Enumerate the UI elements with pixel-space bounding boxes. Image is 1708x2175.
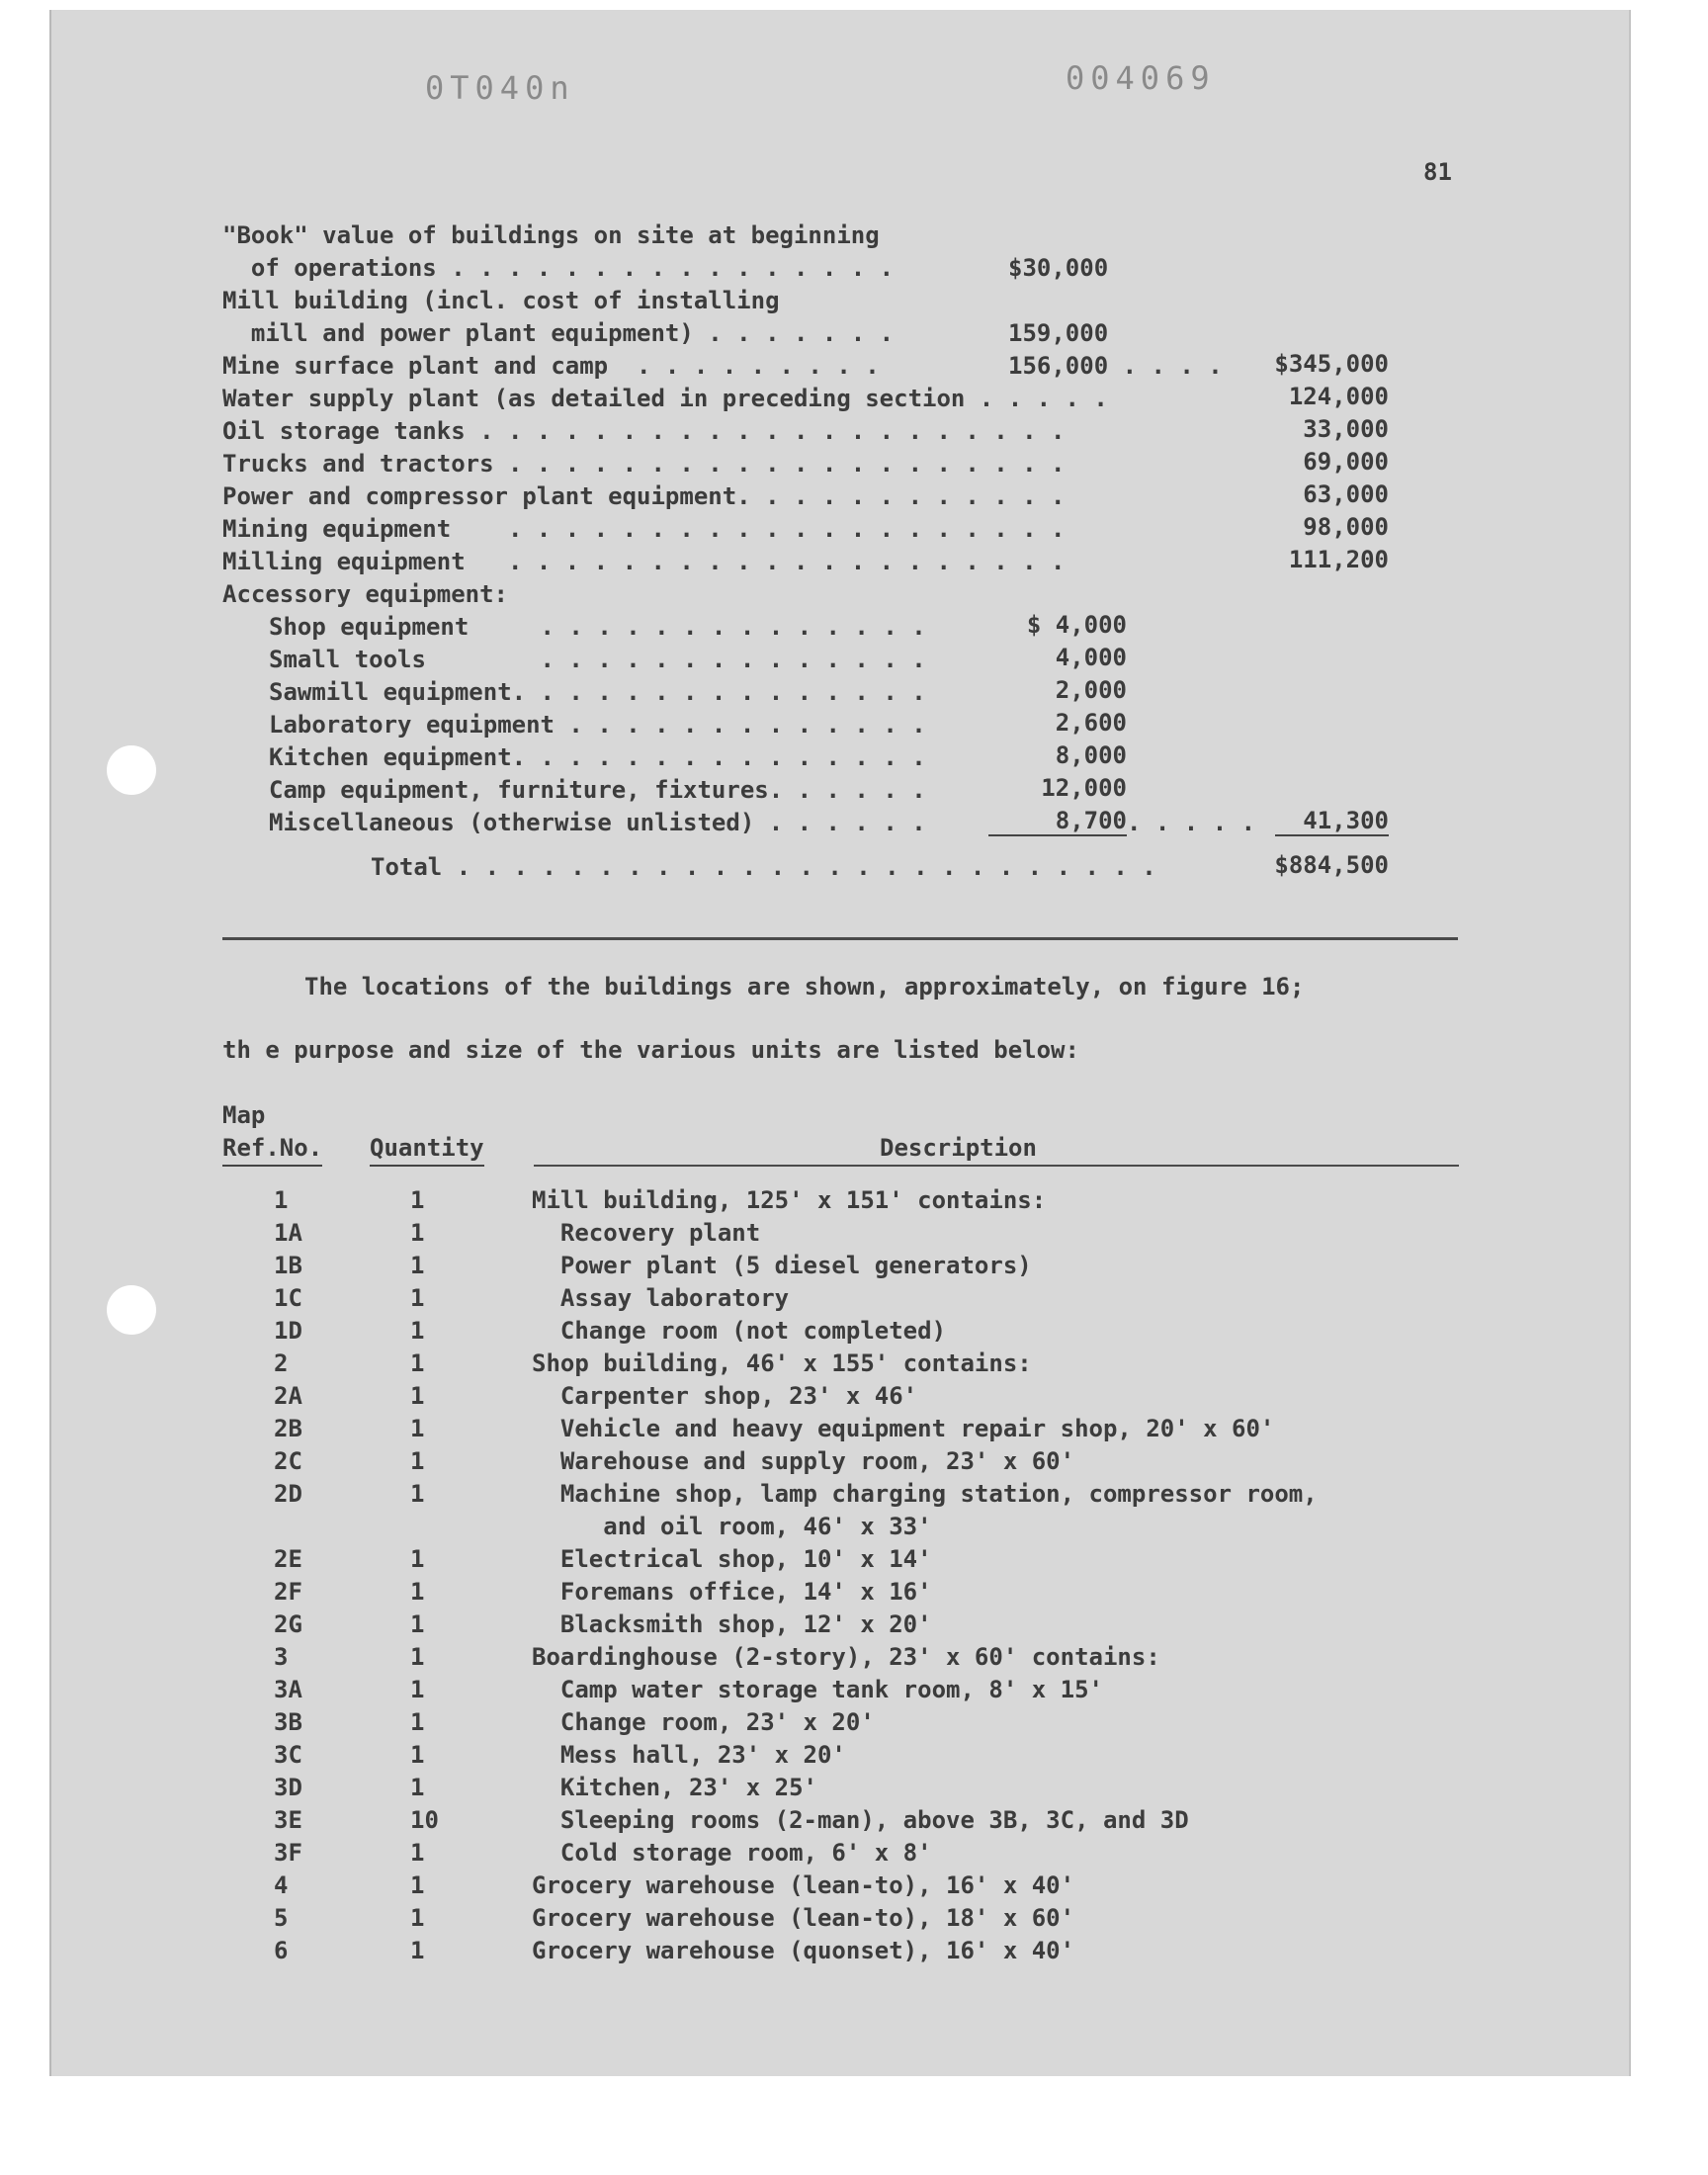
accessory-label: Camp equipment, furniture, fixtures. . . . . . <box>269 776 926 804</box>
ref-no: 5 <box>274 1904 289 1932</box>
quantity: 10 <box>410 1806 439 1834</box>
description: Vehicle and heavy equipment repair shop, 20' x 60' <box>532 1415 1275 1442</box>
cost-total: 33,000 <box>1303 415 1389 443</box>
quantity: 1 <box>410 1937 425 1964</box>
description: Mess hall, 23' x 20' <box>532 1741 846 1769</box>
accessory-amount: 2,000 <box>1055 676 1127 704</box>
cost-total: 69,000 <box>1303 448 1389 476</box>
table-row <box>0 1578 1581 1610</box>
table-row <box>0 1904 1581 1937</box>
table-row <box>0 1382 1581 1415</box>
accessory-label: Sawmill equipment. . . . . . . . . . . . . . . <box>269 678 926 706</box>
cost-label: Mining equipment . . . . . . . . . . . . . . . . . . . . <box>222 515 1066 543</box>
description: Carpenter shop, 23' x 46' <box>532 1382 918 1410</box>
description: Change room, 23' x 20' <box>532 1708 875 1736</box>
quantity: 1 <box>410 1545 425 1573</box>
stamp-left: 0T040n <box>425 69 575 107</box>
table-row <box>0 1447 1581 1480</box>
quantity: 1 <box>410 1676 425 1703</box>
table-row <box>0 1610 1581 1643</box>
cost-total: 124,000 <box>1288 383 1389 410</box>
section-divider <box>222 937 1458 940</box>
cost-subtotal: $30,000 <box>1008 254 1109 282</box>
table-row <box>0 1513 1581 1545</box>
table-row <box>0 1317 1581 1349</box>
accessory-total: 41,300 <box>1275 807 1389 836</box>
accessory-amount: $ 4,000 <box>1026 611 1127 639</box>
quantity: 1 <box>410 1415 425 1442</box>
accessory-amount: 2,600 <box>1055 709 1127 737</box>
ref-no: 2D <box>274 1480 302 1508</box>
ref-no: 2B <box>274 1415 302 1442</box>
ref-no: 1A <box>274 1219 302 1247</box>
cost-label: Mill building (incl. cost of installing <box>222 287 780 314</box>
quantity: 1 <box>410 1447 425 1475</box>
accessory-label: Laboratory equipment . . . . . . . . . . . . . <box>269 711 926 739</box>
cost-label: Water supply plant (as detailed in preceding section . . . . . <box>222 385 1108 412</box>
description: and oil room, 46' x 33' <box>532 1513 932 1540</box>
quantity: 1 <box>410 1317 425 1345</box>
ref-no: 4 <box>274 1871 289 1899</box>
cost-label: Mine surface plant and camp . . . . . . . . . <box>222 352 880 380</box>
ref-no: 1 <box>274 1186 289 1214</box>
table-row <box>0 1186 1581 1219</box>
description: Blacksmith shop, 12' x 20' <box>532 1610 932 1638</box>
ref-no: 3D <box>274 1774 302 1801</box>
ref-no: 2C <box>274 1447 302 1475</box>
cost-label: of operations . . . . . . . . . . . . . . . . <box>222 254 895 282</box>
table-row <box>0 1643 1581 1676</box>
cost-subtotal: 156,000 . . . . <box>1008 352 1223 380</box>
accessory-label: Miscellaneous (otherwise unlisted) . . . . . . <box>269 809 926 836</box>
description: Cold storage room, 6' x 8' <box>532 1839 932 1867</box>
table-row <box>0 1708 1581 1741</box>
quantity: 1 <box>410 1643 425 1671</box>
quantity: 1 <box>410 1349 425 1377</box>
description: Electrical shop, 10' x 14' <box>532 1545 932 1573</box>
quantity: 1 <box>410 1839 425 1867</box>
description: Machine shop, lamp charging station, compressor room, <box>532 1480 1318 1508</box>
table-row <box>0 1284 1581 1317</box>
description: Change room (not completed) <box>532 1317 947 1345</box>
quantity: 1 <box>410 1741 425 1769</box>
table-row <box>0 1806 1581 1839</box>
table-row <box>0 1545 1581 1578</box>
accessory-label: Kitchen equipment. . . . . . . . . . . . . . . <box>269 743 926 771</box>
table-row <box>0 1676 1581 1708</box>
page-number: 81 <box>1423 158 1452 186</box>
header-map: Map <box>222 1101 266 1129</box>
ref-no: 3 <box>274 1643 289 1671</box>
accessory-label: Small tools . . . . . . . . . . . . . . <box>269 646 926 673</box>
cost-label: Trucks and tractors . . . . . . . . . . . . . . . . . . . . <box>222 450 1066 478</box>
ref-no: 2 <box>274 1349 289 1377</box>
quantity: 1 <box>410 1382 425 1410</box>
accessory-amount: 4,000 <box>1055 644 1127 671</box>
ref-no: 3E <box>274 1806 302 1834</box>
accessory-dots: . . . . . <box>1127 809 1256 836</box>
description: Mill building, 125' x 151' contains: <box>532 1186 1047 1214</box>
description: Sleeping rooms (2-man), above 3B, 3C, and 3D <box>532 1806 1189 1834</box>
table-row <box>0 1219 1581 1252</box>
ref-no: 3C <box>274 1741 302 1769</box>
cost-total: 63,000 <box>1303 480 1389 508</box>
description: Warehouse and supply room, 23' x 60' <box>532 1447 1075 1475</box>
punch-hole <box>107 745 156 795</box>
quantity: 1 <box>410 1610 425 1638</box>
description: Camp water storage tank room, 8' x 15' <box>532 1676 1103 1703</box>
table-row <box>0 1349 1581 1382</box>
paragraph-line-1: The locations of the buildings are shown, approximately, on figure 16; <box>304 973 1305 1000</box>
table-row <box>0 1937 1581 1969</box>
quantity: 1 <box>410 1578 425 1606</box>
header-quantity: Quantity <box>370 1132 484 1167</box>
paragraph-line-2: th e purpose and size of the various units are listed below: <box>222 1036 1079 1064</box>
description: Grocery warehouse (lean-to), 16' x 40' <box>532 1871 1075 1899</box>
ref-no: 2A <box>274 1382 302 1410</box>
table-row <box>0 1741 1581 1774</box>
table-row <box>0 1415 1581 1447</box>
description: Shop building, 46' x 155' contains: <box>532 1349 1032 1377</box>
quantity: 1 <box>410 1186 425 1214</box>
total-label: Total . . . . . . . . . . . . . . . . . . . . . . . . . <box>371 853 1156 881</box>
accessory-amount: 8,700 <box>988 807 1127 836</box>
table-row <box>0 1252 1581 1284</box>
table-row <box>0 1480 1581 1513</box>
header-description: Description <box>880 1134 1037 1162</box>
table-row <box>0 1774 1581 1806</box>
cost-label: Accessory equipment: <box>222 580 508 608</box>
description: Foremans office, 14' x 16' <box>532 1578 932 1606</box>
quantity: 1 <box>410 1774 425 1801</box>
table-row <box>0 1871 1581 1904</box>
description: Kitchen, 23' x 25' <box>532 1774 817 1801</box>
cost-total: $345,000 <box>1274 350 1389 378</box>
header-ref-no: Ref.No. <box>222 1132 322 1167</box>
description: Assay laboratory <box>532 1284 790 1312</box>
ref-no: 2E <box>274 1545 302 1573</box>
quantity: 1 <box>410 1219 425 1247</box>
cost-label: Milling equipment . . . . . . . . . . . . . . . . . . . . <box>222 548 1066 575</box>
accessory-label: Shop equipment . . . . . . . . . . . . . . <box>269 613 926 641</box>
cost-label: "Book" value of buildings on site at beginning <box>222 221 880 249</box>
description: Power plant (5 diesel generators) <box>532 1252 1032 1279</box>
ref-no: 1D <box>274 1317 302 1345</box>
ref-no: 2F <box>274 1578 302 1606</box>
cost-total: 98,000 <box>1303 513 1389 541</box>
ref-no: 3B <box>274 1708 302 1736</box>
cost-label: Power and compressor plant equipment. . . . . . . . . . . . <box>222 482 1066 510</box>
quantity: 1 <box>410 1284 425 1312</box>
accessory-amount: 8,000 <box>1055 741 1127 769</box>
total-value: $884,500 <box>1274 851 1389 879</box>
quantity: 1 <box>410 1252 425 1279</box>
table-row <box>0 1839 1581 1871</box>
description: Grocery warehouse (lean-to), 18' x 60' <box>532 1904 1075 1932</box>
ref-no: 6 <box>274 1937 289 1964</box>
ref-no: 3A <box>274 1676 302 1703</box>
ref-no: 2G <box>274 1610 302 1638</box>
cost-label: Oil storage tanks . . . . . . . . . . . . . . . . . . . . . <box>222 417 1066 445</box>
cost-label: mill and power plant equipment) . . . . . . . <box>222 319 895 347</box>
ref-no: 3F <box>274 1839 302 1867</box>
quantity: 1 <box>410 1871 425 1899</box>
description: Boardinghouse (2-story), 23' x 60' contains: <box>532 1643 1160 1671</box>
description-underline <box>534 1165 1459 1167</box>
description: Grocery warehouse (quonset), 16' x 40' <box>532 1937 1075 1964</box>
quantity: 1 <box>410 1480 425 1508</box>
ref-no: 1B <box>274 1252 302 1279</box>
stamp-right: 004069 <box>1066 59 1216 97</box>
cost-total: 111,200 <box>1288 546 1389 573</box>
ref-no: 1C <box>274 1284 302 1312</box>
cost-subtotal: 159,000 <box>1008 319 1109 347</box>
description: Recovery plant <box>532 1219 761 1247</box>
quantity: 1 <box>410 1904 425 1932</box>
quantity: 1 <box>410 1708 425 1736</box>
accessory-amount: 12,000 <box>1041 774 1127 802</box>
